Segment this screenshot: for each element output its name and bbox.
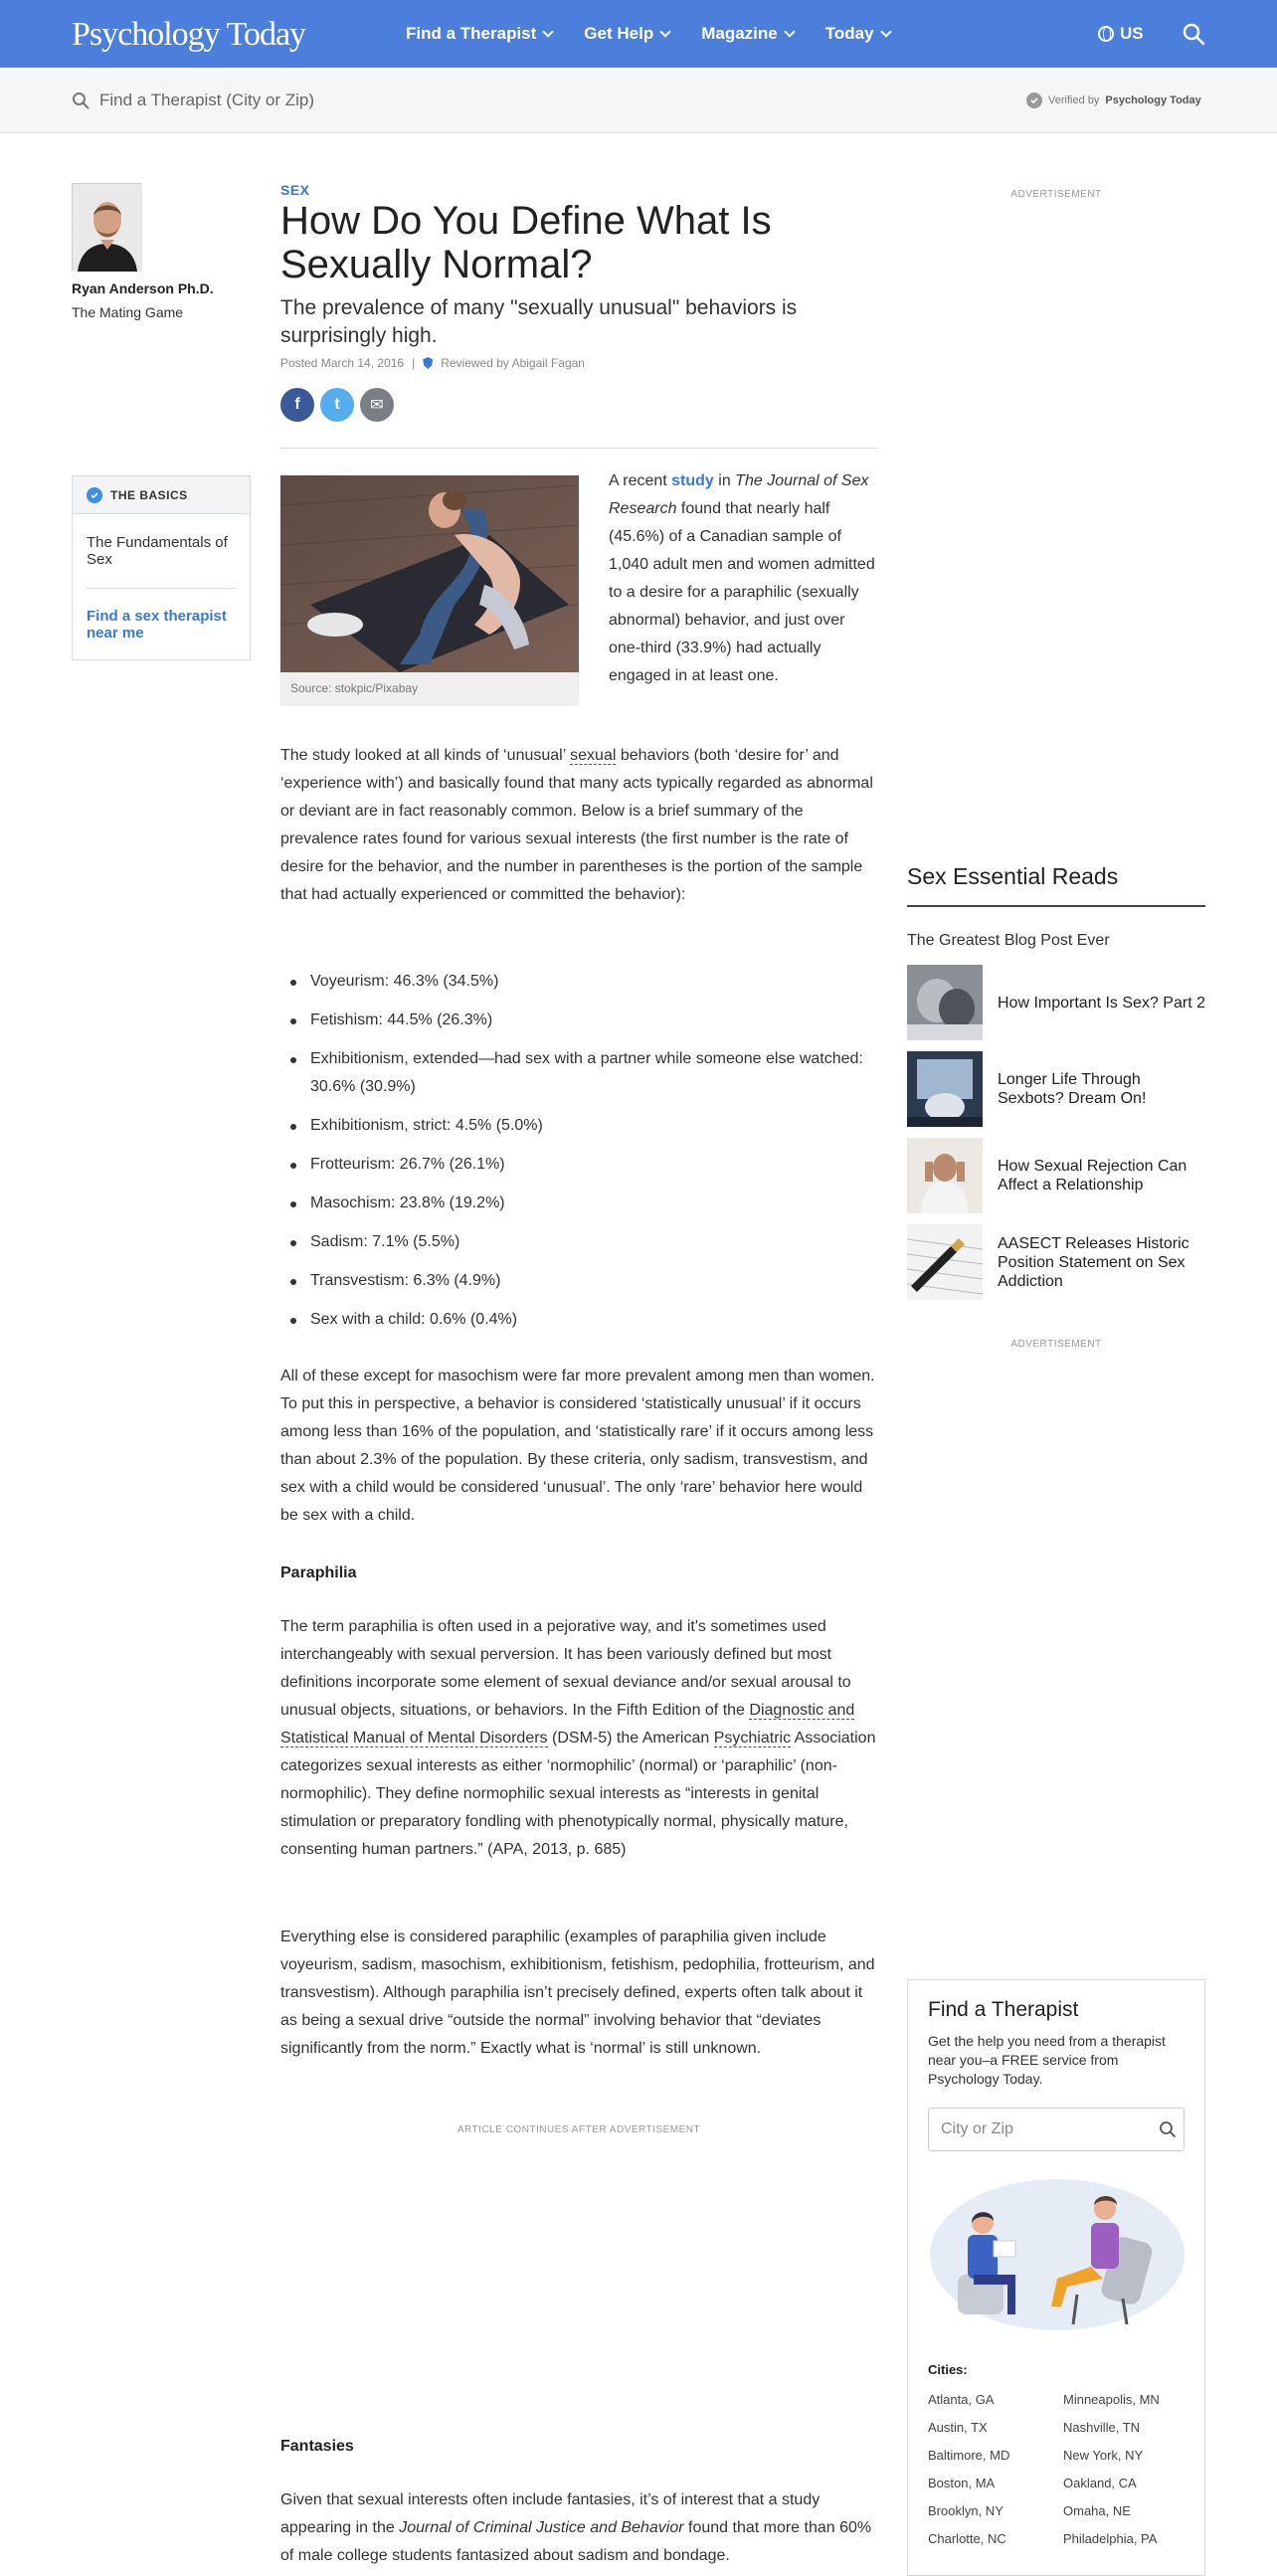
text: behaviors (both ‘desire for’ and ‘experience with’) and basically found that many acts typically regarded as abnormal or deviant are in fact reasonably common. Below is a brief summary of the prevalence rates found for various sexual interests (the first number is the rate of desire for the behavior, and the number in parentheses is the portion of the sample that had actually experienced or committed the behavior): [280,747,873,903]
globe-icon [1098,26,1114,42]
article-figure [280,475,579,706]
meta-separator: | [412,356,416,370]
list-item: Voyeurism: 46.3% (34.5%) [280,968,879,996]
glossary-term-sexual[interactable]: sexual [570,747,617,764]
check-icon [87,487,102,503]
text: Association categorizes sexual interests as either ‘normophilic’ (normal) or ‘paraphilic’ (non-normophilic). They define normophilic sexual interests as “interests in genital stimulation or preparatory fondling with phenotypically normal, physically mature, consenting human partners.” (APA, 2013, p. 685) [280,1730,876,1858]
find-therapist-widget [907,1979,1205,2576]
verified-prefix: Verified by [1048,94,1100,106]
body-paragraph [280,1613,879,1864]
city-link[interactable]: Boston, MA [928,2476,996,2490]
article-title: How Do You Define What Is Sexually Normal? [280,199,772,286]
text: The study looked at all kinds of ‘unusual’ [280,747,571,764]
essential-read-item[interactable] [907,1051,1205,1127]
essential-read-title: How Important Is Sex? Part 2 [998,994,1205,1012]
facebook-icon: f [294,396,300,413]
article-category[interactable]: SEX [280,182,310,198]
divider [87,588,236,589]
nav-today[interactable] [825,24,890,44]
article-thumbnail [907,1224,983,1300]
essential-reads-featured-link[interactable]: The Greatest Blog Post Ever [907,932,1110,949]
article-subtitle: The prevalence of many "sexually unusual" behaviors is surprisingly high. [280,296,798,347]
twitter-icon: t [334,396,340,413]
list-item: Exhibitionism, extended—had sex with a partner while someone else watched: 30.6% (30.9%) [280,1045,879,1101]
the-basics-box [72,475,251,660]
text: The term paraphilia is often used in a pejorative way, and it's sometimes used interchangeably with sexual perversion. It has been variously defined but most definitions incorporate some element of sexual deviance and/or sexual arousal to unusual objects, situations, or behaviors. In the Fifth Edition of the [280,1618,851,1719]
city-link[interactable]: Brooklyn, NY [928,2503,1003,2518]
nav-label: Find a Therapist [406,24,537,43]
list-item: Frotteurism: 26.7% (26.1%) [280,1151,879,1179]
divider [907,905,1205,907]
main-nav [406,24,890,44]
nav-label: Today [824,24,874,43]
text: Given that sexual interests often include fantasies, it’s of interest that a study appearing in the [280,2491,821,2536]
cities-heading: Cities: [928,2362,968,2377]
chevron-down-icon [543,26,554,37]
text: found that more than 60% of male college students fantasized about sadism and bondage. [280,2519,872,2564]
city-link[interactable]: Baltimore, MD [928,2448,1010,2463]
therapist-search-input[interactable] [99,87,597,114]
locale-label: US [1120,24,1144,43]
facebook-share-button[interactable] [280,388,314,422]
article-meta [280,356,585,370]
email-icon: ✉ [370,397,384,414]
author-name[interactable]: Ryan Anderson Ph.D. [72,280,214,296]
intro-paragraph [609,467,879,690]
essential-read-item[interactable] [907,1224,1205,1300]
body-paragraph [280,742,879,909]
divider [280,448,877,449]
site-logo[interactable]: Psychology Today [72,16,306,53]
city-link[interactable]: Omaha, NE [1063,2503,1131,2518]
article-image[interactable] [280,475,579,672]
locale-selector[interactable] [1098,24,1144,44]
essential-read-title: Longer Life Through Sexbots? Dream On! [998,1071,1147,1107]
verified-badge [1026,92,1201,108]
ad-label: ARTICLE CONTINUES AFTER ADVERTISEMENT [456,2124,701,2135]
journal-name: The Journal of Sex Research [609,472,869,517]
city-link[interactable]: Minneapolis, MN [1063,2392,1160,2407]
text: (DSM-5) the American [547,1730,714,1747]
city-zip-input[interactable] [928,2108,1185,2151]
nav-label: Magazine [701,24,778,43]
text: A recent [609,472,672,489]
posted-date: Posted March 14, 2016 [280,356,405,370]
essential-reads-title: Sex Essential Reads [907,863,1119,889]
city-link[interactable]: Charlotte, NC [928,2531,1006,2546]
list-item: Masochism: 23.8% (19.2%) [280,1190,879,1217]
share-buttons [280,388,394,422]
city-link[interactable]: New York, NY [1063,2448,1144,2463]
chevron-down-icon [880,26,891,37]
search-icon [72,92,90,109]
body-paragraph: All of these except for masochism were far more prevalent among men than women. To put this in perspective, a behavior is considered ‘statistically unusual’ if it occurs among less than 16% of the population, and ‘statistically rare’ if it occurs among less than about 2.3% of the population. By these criteria, only sadism, transvestism, and sex with a child would be considered ‘unusual’. The only ‘rare’ behavior here would be sex with a child. [280,1368,875,1524]
nav-magazine[interactable] [701,24,794,44]
article-thumbnail [907,965,983,1040]
author-avatar[interactable] [72,183,141,271]
body-paragraph [280,2486,879,2570]
top-navigation-bar [0,0,1277,68]
twitter-share-button[interactable] [320,388,354,422]
find-therapist-title: Find a Therapist [928,1998,1079,2021]
chevron-down-icon [660,26,671,37]
nav-get-help[interactable] [584,24,669,44]
essential-read-title: AASECT Releases Historic Position Statement on Sex Addiction [998,1234,1189,1290]
glossary-term-psychiatric[interactable]: Psychiatric [713,1730,792,1747]
search-icon[interactable] [1182,22,1205,46]
city-link[interactable]: Philadelphia, PA [1063,2531,1158,2546]
section-heading: Fantasies [280,2438,354,2455]
text: in [713,472,736,489]
city-link[interactable]: Nashville, TN [1063,2420,1141,2435]
figure-caption: Source: stokpic/Pixabay [290,681,419,695]
journal-name: Journal of Criminal Justice and Behavior [399,2519,684,2536]
ad-label: ADVERTISEMENT [1010,1339,1102,1350]
essential-read-title: How Sexual Rejection Can Affect a Relationship [998,1158,1187,1194]
nav-label: Get Help [584,24,654,43]
verified-brand: Psychology Today [1105,94,1201,106]
chevron-down-icon [784,26,795,37]
article-thumbnail [907,1138,983,1213]
list-item: Fetishism: 44.5% (26.3%) [280,1007,879,1034]
search-icon[interactable] [1159,2120,1177,2138]
basics-heading: THE BASICS [110,487,188,502]
essential-read-item[interactable] [907,1138,1205,1213]
article-thumbnail [907,1051,983,1127]
ad-label: ADVERTISEMENT [1010,189,1102,200]
city-link[interactable]: Austin, TX [928,2420,988,2435]
nav-find-therapist[interactable] [406,24,552,44]
glossary-term-dsm[interactable]: Diagnostic and Statistical Manual of Mental Disorders [280,1702,855,1747]
prevalence-list [280,968,879,1334]
list-item: Transvestism: 6.3% (4.9%) [280,1267,879,1295]
city-link[interactable]: Atlanta, GA [928,2392,995,2407]
shield-icon [423,357,433,369]
basics-fundamentals-link[interactable]: The Fundamentals of Sex [87,534,228,568]
city-link[interactable]: Oakland, CA [1063,2476,1137,2490]
list-item: Exhibitionism, strict: 4.5% (5.0%) [280,1112,879,1140]
therapy-illustration [928,2175,1185,2334]
list-item: Sadism: 7.1% (5.5%) [280,1228,879,1256]
study-link[interactable]: study [671,472,714,489]
basics-header [73,476,250,514]
reviewed-by[interactable]: Reviewed by Abigail Fagan [441,356,585,370]
author-blog-name[interactable]: The Mating Game [72,304,184,320]
find-sex-therapist-link[interactable]: Find a sex therapist near me [87,608,227,642]
find-therapist-description: Get the help you need from a therapist near you–a FREE service from Psychology Today. [928,2033,1166,2087]
text: found that nearly half (45.6%) of a Canadian sample of 1,040 adult men and women admitted to a desire for a paraphilic (sexually abnormal) behavior, and just over one-third (33.9%) had actually engaged in at least one. [609,500,875,684]
section-heading: Paraphilia [280,1564,357,1581]
list-item: Sex with a child: 0.6% (0.4%) [280,1306,879,1334]
email-share-button[interactable] [360,388,394,422]
essential-read-item[interactable] [907,965,1205,1040]
check-icon [1026,92,1042,108]
body-paragraph: Everything else is considered paraphilic (examples of paraphilia given include voyeurism, sadism, masochism, exhibitionism, fetishism, pedophilia, frotteurism, and transvestism). Although paraphilia isn’t precisely defined, experts often talk about it as being a sexual drive “outside the normal” involving behavior that “deviates significantly from the norm.” Exactly what is ‘normal’ is still unknown. [280,1929,875,2057]
